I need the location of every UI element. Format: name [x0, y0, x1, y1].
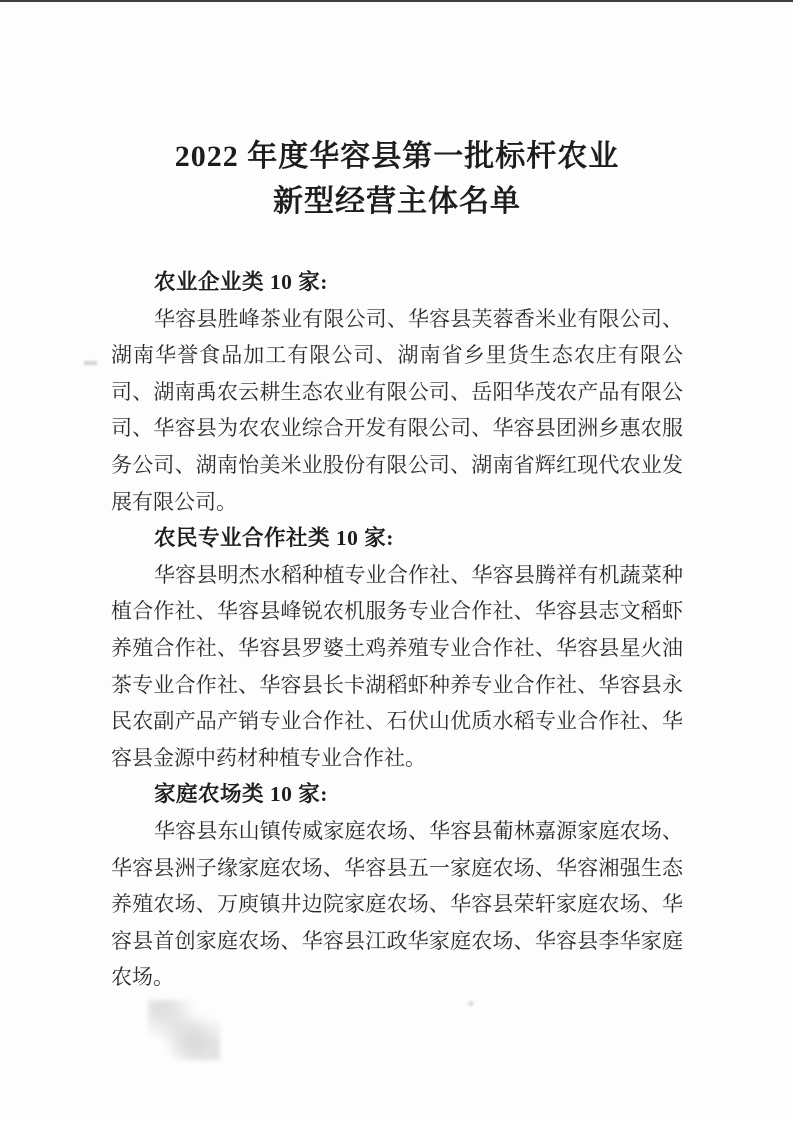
section-agricultural-enterprises	[111, 264, 683, 520]
scan-speck-bottom	[468, 1001, 474, 1006]
section-farmer-cooperatives	[111, 520, 683, 776]
scan-smudge	[148, 1000, 220, 1060]
section-heading-agricultural-enterprises: 农业企业类 10 家:	[154, 270, 328, 294]
document-title-line2: 新型经营主体名单	[273, 185, 521, 218]
section-heading-family-farms: 家庭农场类 10 家:	[154, 782, 328, 807]
document-title-line1: 2022 年度华容县第一批标杆农业	[174, 140, 620, 173]
document-content	[111, 134, 683, 996]
section-body-agricultural-enterprises: 华容县胜峰茶业有限公司、华容县芙蓉香米业有限公司、湖南华誉食品加工有限公司、湖南省乡里货生态农庄有限公司、湖南禹农云耕生态农业有限公司、岳阳华茂农产品有限公司、华容县为农农业综合开发有限公司、华容县团洲乡惠农服务公司、湖南怡美米业股份有限公司、湖南省辉红现代农业发展有限公司。	[111, 306, 683, 514]
scan-edge-line	[0, 0, 793, 2]
section-heading-farmer-cooperatives: 农民专业合作社类 10 家:	[154, 526, 394, 551]
document-title	[111, 134, 683, 224]
document-body	[111, 264, 683, 996]
section-body-family-farms: 华容县东山镇传威家庭农场、华容县葡林嘉源家庭农场、华容县洲子缘家庭农场、华容县五一家庭农场、华容湘强生态养殖农场、万庾镇井边院家庭农场、华容县荣轩家庭农场、华容县首创家庭农场、华容县江政华家庭农场、华容县李华家庭农场。	[111, 818, 683, 990]
section-body-farmer-cooperatives: 华容县明杰水稻种植专业合作社、华容县腾祥有机蔬菜种植合作社、华容县峰锐农机服务专业合作社、华容县志文稻虾养殖合作社、华容县罗婆土鸡养殖专业合作社、华容县星火油茶专业合作社、华容县长卡湖稻虾种养专业合作社、华容县永民农副产品产销专业合作社、石伏山优质水稻专业合作社、华容县金源中药材种植专业合作社。	[111, 562, 683, 770]
section-family-farms	[111, 776, 683, 996]
scan-speck-left	[84, 361, 97, 365]
